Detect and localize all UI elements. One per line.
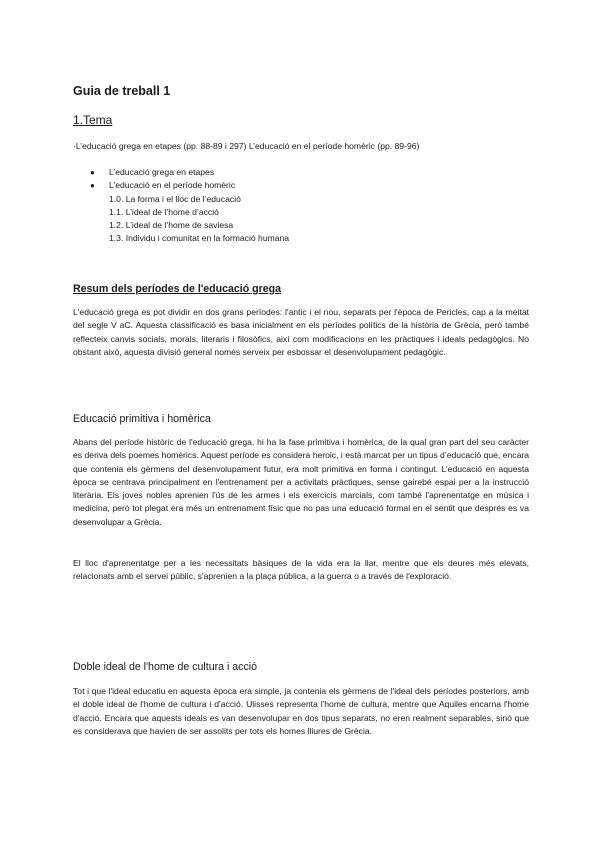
sub-list-item: 1.0. La forma i el lloc de l’educació (109, 193, 241, 204)
list-item (90, 179, 289, 192)
resum-heading: Resum dels períodes de l'educació grega (73, 283, 281, 295)
sub-list-item: 1.1. L’ideal de l’home d’acció (109, 206, 219, 217)
list-item (90, 166, 289, 179)
sub-list-item: 1.2. L’ideal de l’home de saviesa (109, 220, 234, 231)
list-item-text: L’educació grega en etapes (109, 167, 215, 177)
intro-line: ·L’educació grega en etapes (pp. 88-89 i 297) L’educació en el període homèric (pp. 89-96) (73, 141, 420, 151)
doble-paragraph: Tot i que l'ideal educatiu en aquesta època era simple, ja contenia els gèrmens de l'ideal dels períodes posteriors, amb el doble ideal de l'home de cultura i d'acció. Ulisses representa l'home de cultura, mentre que Aquiles encarna l'home d'acció. Encara que aquests ideals es van desenvolupar en dos tipus separats, no eren realment separables, sinó que es considerava que havien de ser assolits per tots els homes lliures de Grècia. (73, 686, 529, 736)
primitiva-paragraph-2: El lloc d'aprenentatge per a les necessitats bàsiques de la vida era la llar, mentre que els deures més elevats, relacionats amb el servei públic, s'aprenien a la plaça pública, a la guerra o a través de l'exploració. (73, 558, 529, 582)
page-title: Guia de treball 1 (73, 84, 171, 98)
bullet-icon: ● (90, 168, 95, 177)
list-item-text: L’educació en el període homèric (109, 180, 236, 191)
sub-list-item: 1.3. Individu i comunitat en la formació humana (109, 233, 290, 244)
primitiva-heading: Educació primitiva i homèrica (73, 413, 211, 425)
section-heading-tema: 1.Tema (73, 113, 113, 127)
primitiva-paragraph-1: Abans del període històric de l'educació grega, hi ha la fase primitiva i homèrica, de la qual gran part del seu caràcter es deriva dels poemes homèrics. Aquest període es considera heroic, i està marcat per un tipus d’educació que, encara que contenia els gèrmens del desenvolupament futur, era molt primitiva en forma i contingut. L’educació en aquesta època se centrava principalment en l'entrenament per a activitats pràctiques, sense gairebé espai per a la instrucció literària. Els joves nobles aprenien l'ús de les armes i els exercicis marcials, com també l'aprenentatge en música i medicina, però tot plegat era més un entrenament físic que no pas una educació formal en el sentit que després es va desenvolupar a Grècia. (73, 437, 529, 527)
bullet-icon: ● (90, 181, 95, 191)
doble-heading: Doble ideal de l'home de cultura i acció (73, 661, 257, 673)
topic-list (90, 166, 289, 246)
resum-paragraph: L'educació grega es pot dividir en dos grans períodes: l'antic i el nou, separats per l'època de Pericles, cap a la meitat del segle V aC. Aquesta classificació es basa inicialment en els períodes polítics de la història de Grècia, però també reflecteix canvis socials, morals, literaris i filosòfics, així com modificacions en les pràctiques i ideals pedagògics. No obstant això, aquesta divisió general només serveix per esbossar el desenvolupament pedagògic. (73, 307, 529, 357)
